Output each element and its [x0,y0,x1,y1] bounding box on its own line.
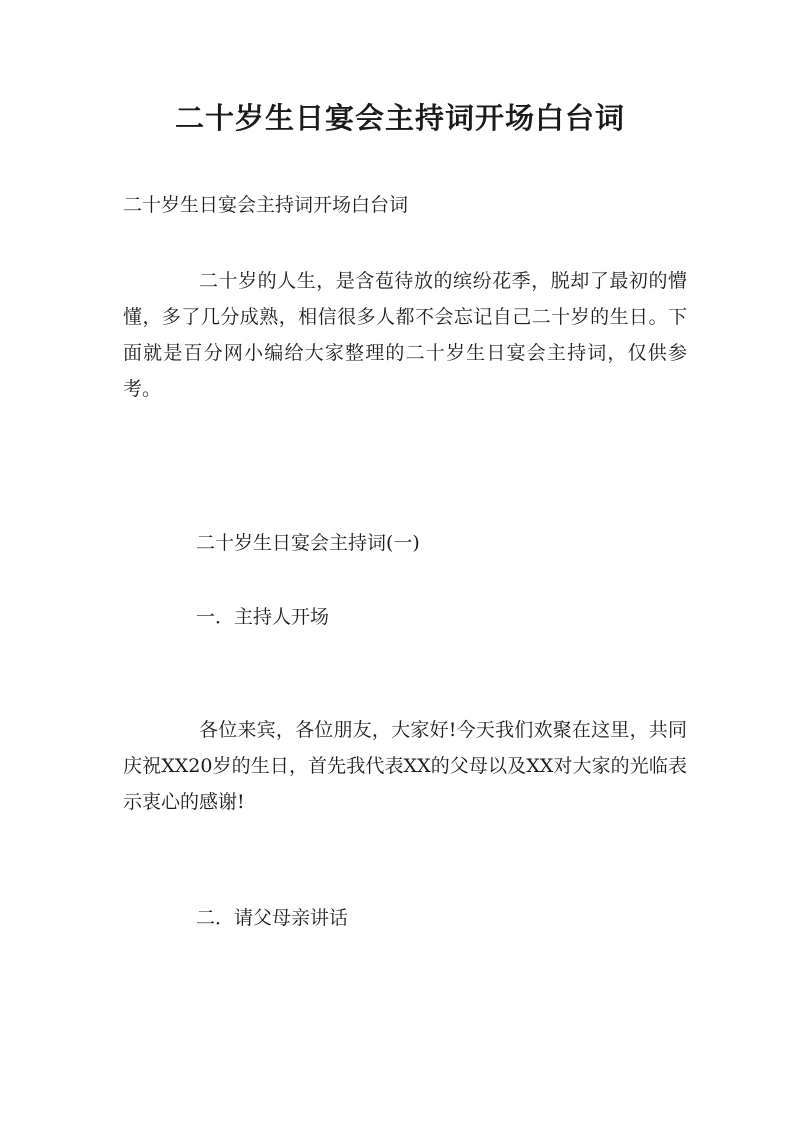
document-title: 二十岁生日宴会主持词开场白台词 [174,101,625,135]
document-subtitle: 二十岁生日宴会主持词开场白台词 [123,194,409,216]
item-heading-1: 一．主持人开场 [196,606,330,628]
item-paragraph-1: 各位来宾，各位朋友，大家好!今天我们欢聚在这里，共同庆祝XX20岁的生日，首先我代表XX的父母以及XX对大家的光临表示衷心的感谢! [123,719,687,813]
item-heading-2: 二．请父母亲讲话 [196,907,349,929]
section-title: 二十岁生日宴会主持词(一) [196,532,420,554]
intro-paragraph: 二十岁的人生，是含苞待放的缤纷花季，脱却了最初的懵懂，多了几分成熟，相信很多人都不会忘记自己二十岁的生日。下面就是百分网小编给大家整理的二十岁生日宴会主持词，仅供参考。 [123,270,687,400]
